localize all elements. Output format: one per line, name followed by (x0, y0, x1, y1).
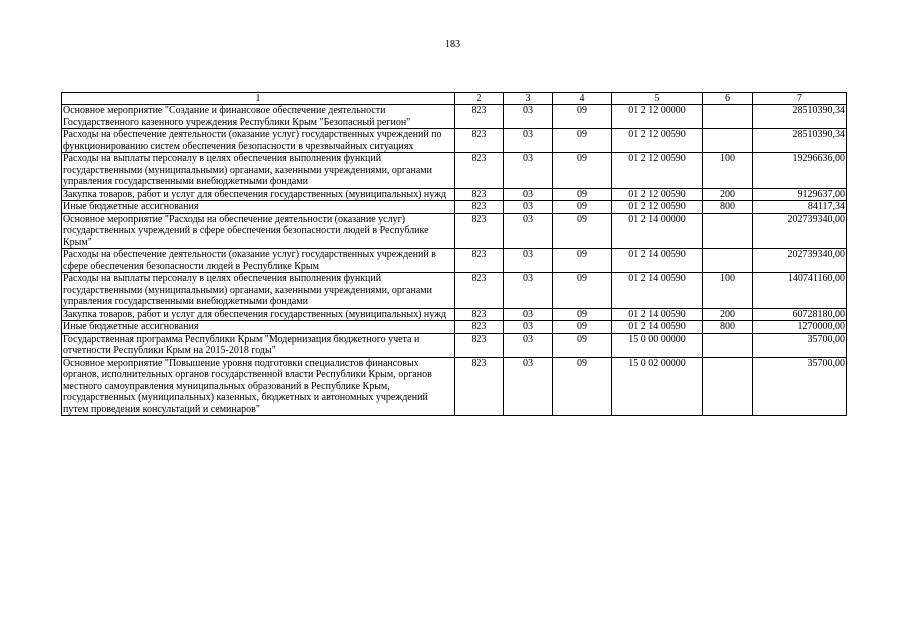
row-name: Расходы на обеспечение деятельности (оказание услуг) государственных учреждений по функционированию систем обеспечения безопасности в чрезвычайных ситуациях (62, 129, 455, 153)
row-name: Основное мероприятие "Повышение уровня подготовки специалистов финансовых органов, исполнительных органов государственной власти Республики Крым, органов местного самоуправления муниципальных образований в Республике Крым, государственных (муниципальных) казенных, бюджетных и автономных учреждений путем проведения консультаций и семинаров" (62, 357, 455, 416)
row-amount: 35700,00 (753, 333, 847, 357)
row-name: Иные бюджетные ассигнования (62, 201, 455, 214)
row-expense-type: 100 (703, 273, 753, 309)
row-target-article: 01 2 12 00590 (612, 153, 703, 189)
row-target-article: 15 0 02 00000 (612, 357, 703, 416)
row-section: 03 (504, 273, 553, 309)
row-subsection: 09 (553, 321, 612, 334)
budget-table (61, 92, 847, 416)
table-row (62, 201, 847, 214)
row-ved: 823 (455, 213, 504, 249)
row-section: 03 (504, 201, 553, 214)
row-amount: 35700,00 (753, 357, 847, 416)
row-section: 03 (504, 333, 553, 357)
row-subsection: 09 (553, 357, 612, 416)
row-expense-type: 100 (703, 153, 753, 189)
row-amount: 202739340,00 (753, 213, 847, 249)
row-name: Основное мероприятие "Расходы на обеспечение деятельности (оказание услуг) государственных учреждений в сфере обеспечения безопасности людей в Республике Крым" (62, 213, 455, 249)
row-name: Расходы на выплаты персоналу в целях обеспечения выполнения функций государственными (муниципальными) органами, казенными учреждениями, органами управления государственными внебюджетными фондами (62, 153, 455, 189)
row-name: Государственная программа Республики Крым "Модернизация бюджетного учета и отчетности Республики Крым на 2015-2018 годы" (62, 333, 455, 357)
table-row (62, 188, 847, 201)
row-section: 03 (504, 321, 553, 334)
row-subsection: 09 (553, 213, 612, 249)
table-header-row (62, 93, 847, 105)
table-row (62, 213, 847, 249)
row-subsection: 09 (553, 153, 612, 189)
row-ved: 823 (455, 333, 504, 357)
column-header-2: 2 (455, 93, 504, 105)
row-target-article: 01 2 14 00590 (612, 308, 703, 321)
page-number: 183 (445, 39, 460, 50)
row-section: 03 (504, 213, 553, 249)
table-row (62, 333, 847, 357)
row-target-article: 01 2 14 00590 (612, 321, 703, 334)
row-ved: 823 (455, 188, 504, 201)
row-amount: 1270000,00 (753, 321, 847, 334)
row-ved: 823 (455, 105, 504, 129)
column-header-5: 5 (612, 93, 703, 105)
row-target-article: 01 2 12 00590 (612, 201, 703, 214)
row-amount: 202739340,00 (753, 249, 847, 273)
column-header-4: 4 (553, 93, 612, 105)
row-ved: 823 (455, 308, 504, 321)
row-name: Иные бюджетные ассигнования (62, 321, 455, 334)
table-row (62, 249, 847, 273)
row-amount: 60728180,00 (753, 308, 847, 321)
row-expense-type (703, 213, 753, 249)
row-ved: 823 (455, 153, 504, 189)
row-expense-type (703, 105, 753, 129)
row-section: 03 (504, 188, 553, 201)
row-target-article: 01 2 12 00590 (612, 188, 703, 201)
row-subsection: 09 (553, 308, 612, 321)
row-ved: 823 (455, 201, 504, 214)
row-target-article: 01 2 14 00000 (612, 213, 703, 249)
row-subsection: 09 (553, 333, 612, 357)
row-name: Расходы на обеспечение деятельности (оказание услуг) государственных учреждений в сфере обеспечения безопасности людей в Республике Крым (62, 249, 455, 273)
row-target-article: 15 0 00 00000 (612, 333, 703, 357)
column-header-6: 6 (703, 93, 753, 105)
table-row (62, 321, 847, 334)
row-amount: 84117,34 (753, 201, 847, 214)
row-amount: 140741160,00 (753, 273, 847, 309)
table-row (62, 129, 847, 153)
row-name: Закупка товаров, работ и услуг для обеспечения государственных (муниципальных) нужд (62, 188, 455, 201)
row-expense-type (703, 249, 753, 273)
row-section: 03 (504, 105, 553, 129)
table-row (62, 308, 847, 321)
row-amount: 9129637,00 (753, 188, 847, 201)
row-subsection: 09 (553, 249, 612, 273)
row-amount: 28510390,34 (753, 129, 847, 153)
row-ved: 823 (455, 357, 504, 416)
row-ved: 823 (455, 249, 504, 273)
row-ved: 823 (455, 273, 504, 309)
row-target-article: 01 2 14 00590 (612, 249, 703, 273)
table-row (62, 105, 847, 129)
row-expense-type: 800 (703, 321, 753, 334)
row-section: 03 (504, 357, 553, 416)
column-header-3: 3 (504, 93, 553, 105)
row-section: 03 (504, 308, 553, 321)
row-expense-type (703, 129, 753, 153)
row-amount: 19296636,00 (753, 153, 847, 189)
row-subsection: 09 (553, 273, 612, 309)
row-subsection: 09 (553, 201, 612, 214)
row-name: Основное мероприятие "Создание и финансовое обеспечение деятельности Государственного казенного учреждения Республики Крым "Безопасный регион" (62, 105, 455, 129)
row-name: Расходы на выплаты персоналу в целях обеспечения выполнения функций государственными (муниципальными) органами, казенными учреждениями, органами управления государственными внебюджетными фондами (62, 273, 455, 309)
row-section: 03 (504, 249, 553, 273)
column-header-7: 7 (753, 93, 847, 105)
row-target-article: 01 2 14 00590 (612, 273, 703, 309)
row-expense-type: 200 (703, 308, 753, 321)
row-subsection: 09 (553, 129, 612, 153)
table-row (62, 153, 847, 189)
row-expense-type (703, 333, 753, 357)
row-expense-type: 800 (703, 201, 753, 214)
row-subsection: 09 (553, 105, 612, 129)
row-section: 03 (504, 129, 553, 153)
row-target-article: 01 2 12 00590 (612, 129, 703, 153)
row-amount: 28510390,34 (753, 105, 847, 129)
row-subsection: 09 (553, 188, 612, 201)
row-name: Закупка товаров, работ и услуг для обеспечения государственных (муниципальных) нужд (62, 308, 455, 321)
table-row (62, 273, 847, 309)
table-row (62, 357, 847, 416)
row-target-article: 01 2 12 00000 (612, 105, 703, 129)
row-ved: 823 (455, 129, 504, 153)
row-section: 03 (504, 153, 553, 189)
column-header-1: 1 (62, 93, 455, 105)
row-expense-type (703, 357, 753, 416)
row-ved: 823 (455, 321, 504, 334)
row-expense-type: 200 (703, 188, 753, 201)
